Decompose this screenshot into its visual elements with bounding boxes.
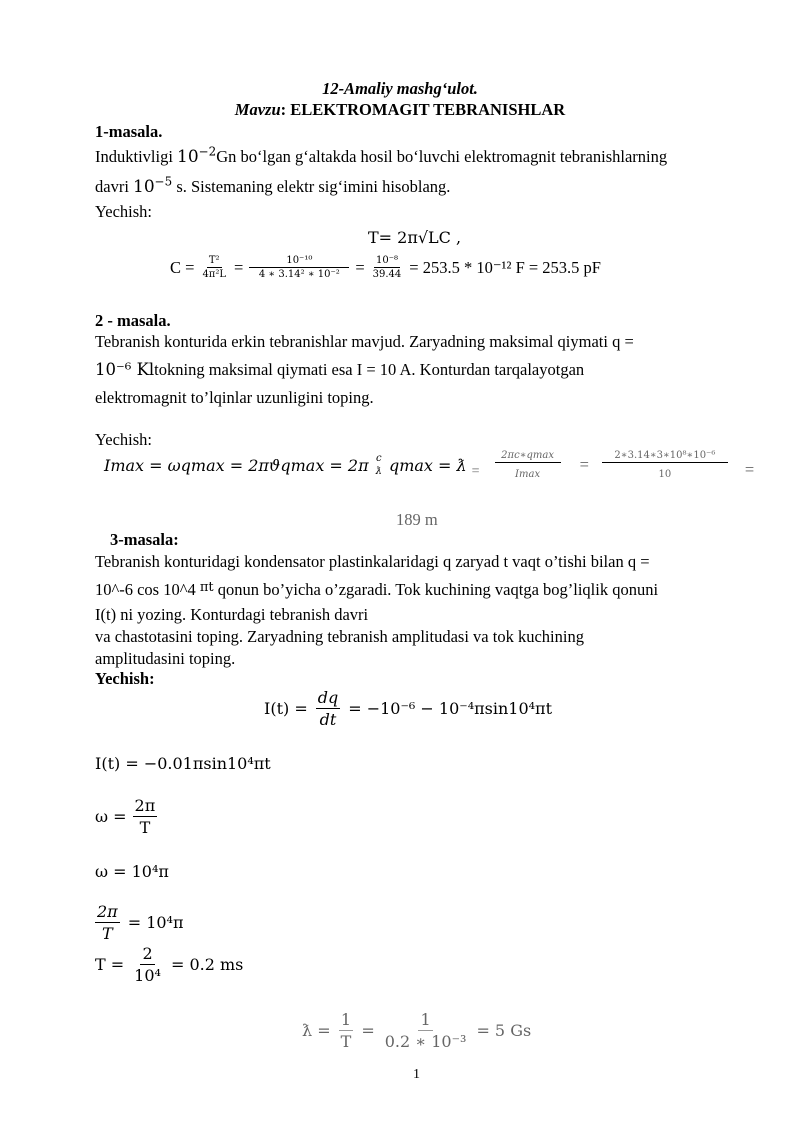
numerator: 2πc∗qmax [495,450,561,463]
equation-rhs: = −10⁻⁶ − 10⁻⁴πsin10⁴πt [348,699,552,718]
equation-lhs: I(t) = [264,699,308,718]
topic-text: ELEKTROMAGIT TEBRANISHLAR [286,100,566,119]
topic-separator: : [280,100,287,119]
numerator: 2∗3.14∗3∗10⁸∗10⁻⁶ [602,450,728,463]
numerator: T² [208,255,220,266]
fraction [133,796,158,837]
problem-1-line-2 [95,174,451,197]
denominator: 10⁴ [134,966,161,985]
fraction [200,255,228,280]
numerator: dq [317,688,339,707]
problem-2-line-3: elektromagnit to’lqinlar uzunligini toping. [95,388,374,407]
numerator: 10⁻¹⁰ [249,255,349,268]
fraction [371,255,404,280]
numerator: 2π [134,796,156,815]
power-base: 10 [133,177,155,197]
period-formula: T= 2π√LC , [368,228,462,247]
numerator: 2π [97,902,118,921]
problem-1-heading: 1-masala. [95,122,163,141]
equation-rhs: = 5 Gs [476,1021,532,1040]
numerator: 10⁻⁸ [375,255,398,266]
denominator: 39.44 [372,269,402,280]
text-span: davri [95,177,134,196]
denominator: Imax [515,469,541,480]
denominator: T [139,818,151,837]
fraction [339,1010,354,1051]
text-span: s. Sistemaning elektr sig‘imini hisoblang. [172,177,451,196]
text-span: Induktivligi [95,147,178,166]
page-number: 1 [413,1067,420,1082]
problem-2-line-1: Tebranish konturida erkin tebranishlar mavjud. Zaryadning maksimal qiymati q = [95,332,634,351]
denominator: 4π²L [202,269,227,280]
period-relation-equation [95,902,183,943]
fraction [249,255,349,280]
text-span: Gn bo‘lgan g‘altakda hosil bo‘luvchi elektromagnit tebranishlarning [216,147,668,166]
equals-sign: = [361,1021,375,1040]
topic-label: Mavzu [234,100,281,119]
power-exponent: −2 [198,144,217,159]
page-subtitle [0,100,800,120]
equals-sign: = [355,257,365,277]
fraction [495,450,561,480]
power-base: 10 [177,147,199,167]
numerator: 2 [142,944,153,963]
equation-lhs: ω = [95,807,127,826]
denominator: T [340,1032,352,1051]
problem-2-answer: 189 m [396,510,438,529]
problem-3-yechish: Yechish: [95,669,155,688]
fraction [316,688,340,729]
text-span: qonun bo’yicha o’zgaradi. Tok kuchining vaqtga bog’liqlik qonuni [213,580,659,599]
text-span: 10^-6 cos 10^4 [95,580,200,599]
problem-2-yechish: Yechish: [95,430,153,449]
equation-lhs: Imax = ωqmax = 2πϑqmax = 2π [104,455,369,475]
denominator: 0.2 ∗ 10⁻³ [384,1032,467,1051]
problem-3-line-4: va chastotasini toping. Zaryadning tebranish amplitudasi va tok kuchining [95,627,584,646]
problem-3-line-1: Tebranish konturidagi kondensator plastinkalaridagi q zaryad t vaqt o’tishi bilan q = [95,552,650,571]
wavelength-equation [104,450,754,480]
pi-t: πt [199,580,214,595]
problem-3-line-5: amplitudasini toping. [95,649,236,668]
denominator: T [102,924,113,943]
denominator: dt [319,710,337,729]
omega-period-equation [95,796,157,837]
frequency-equation [302,1010,531,1051]
problem-3-line-2 [95,580,658,600]
equation-lhs: ƛ = [302,1021,331,1040]
equation-lhs: T = [95,955,125,974]
fraction [602,450,728,480]
problem-3-heading: 3-masala: [110,530,179,549]
fraction [383,1010,469,1051]
charge-value: 10⁻⁶ Kl [95,360,155,379]
current-derivative-equation [264,688,552,729]
fraction [95,902,120,943]
fraction [132,944,163,985]
equals-sign: = [744,460,755,479]
capacitance-equation [170,255,601,280]
period-value-equation [95,944,243,985]
equation-rhs: = 0.2 ms [170,955,244,974]
numerator: 1 [340,1010,352,1029]
current-equation: I(t) = −0.01πsin10⁴πt [95,754,271,773]
problem-1-yechish: Yechish: [95,202,153,221]
equals-sign: = [234,257,244,277]
denominator: 10 [658,469,672,480]
omega-value-equation: ω = 10⁴π [95,862,169,881]
problem-1-line-1 [95,144,668,167]
equation-rhs: = 10⁴π [127,913,184,932]
problem-2-heading: 2 - masala. [95,311,171,330]
numerator: 1 [420,1010,431,1029]
result-text: = 253.5 * 10⁻¹² F = 253.5 pF [409,257,601,277]
denominator: ƛ [375,466,382,477]
equals-sign: = [471,464,480,479]
problem-3-line-3: I(t) ni yozing. Konturdagi tebranish davri [95,605,369,624]
fraction [374,453,384,477]
text-span: tokning maksimal qiymati esa I = 10 A. Konturdan tarqalayotgan [154,360,585,379]
page-title: 12-Amaliy mashg‘ulot. [322,79,478,98]
equation-mid: qmax = ƛ [388,455,467,475]
problem-2-line-2 [95,360,584,380]
c-label: C = [170,257,195,277]
numerator: c [375,453,382,464]
denominator: 4 ∗ 3.14² ∗ 10⁻² [258,269,340,280]
equals-sign: = [579,455,589,474]
power-exponent: −5 [154,174,173,189]
